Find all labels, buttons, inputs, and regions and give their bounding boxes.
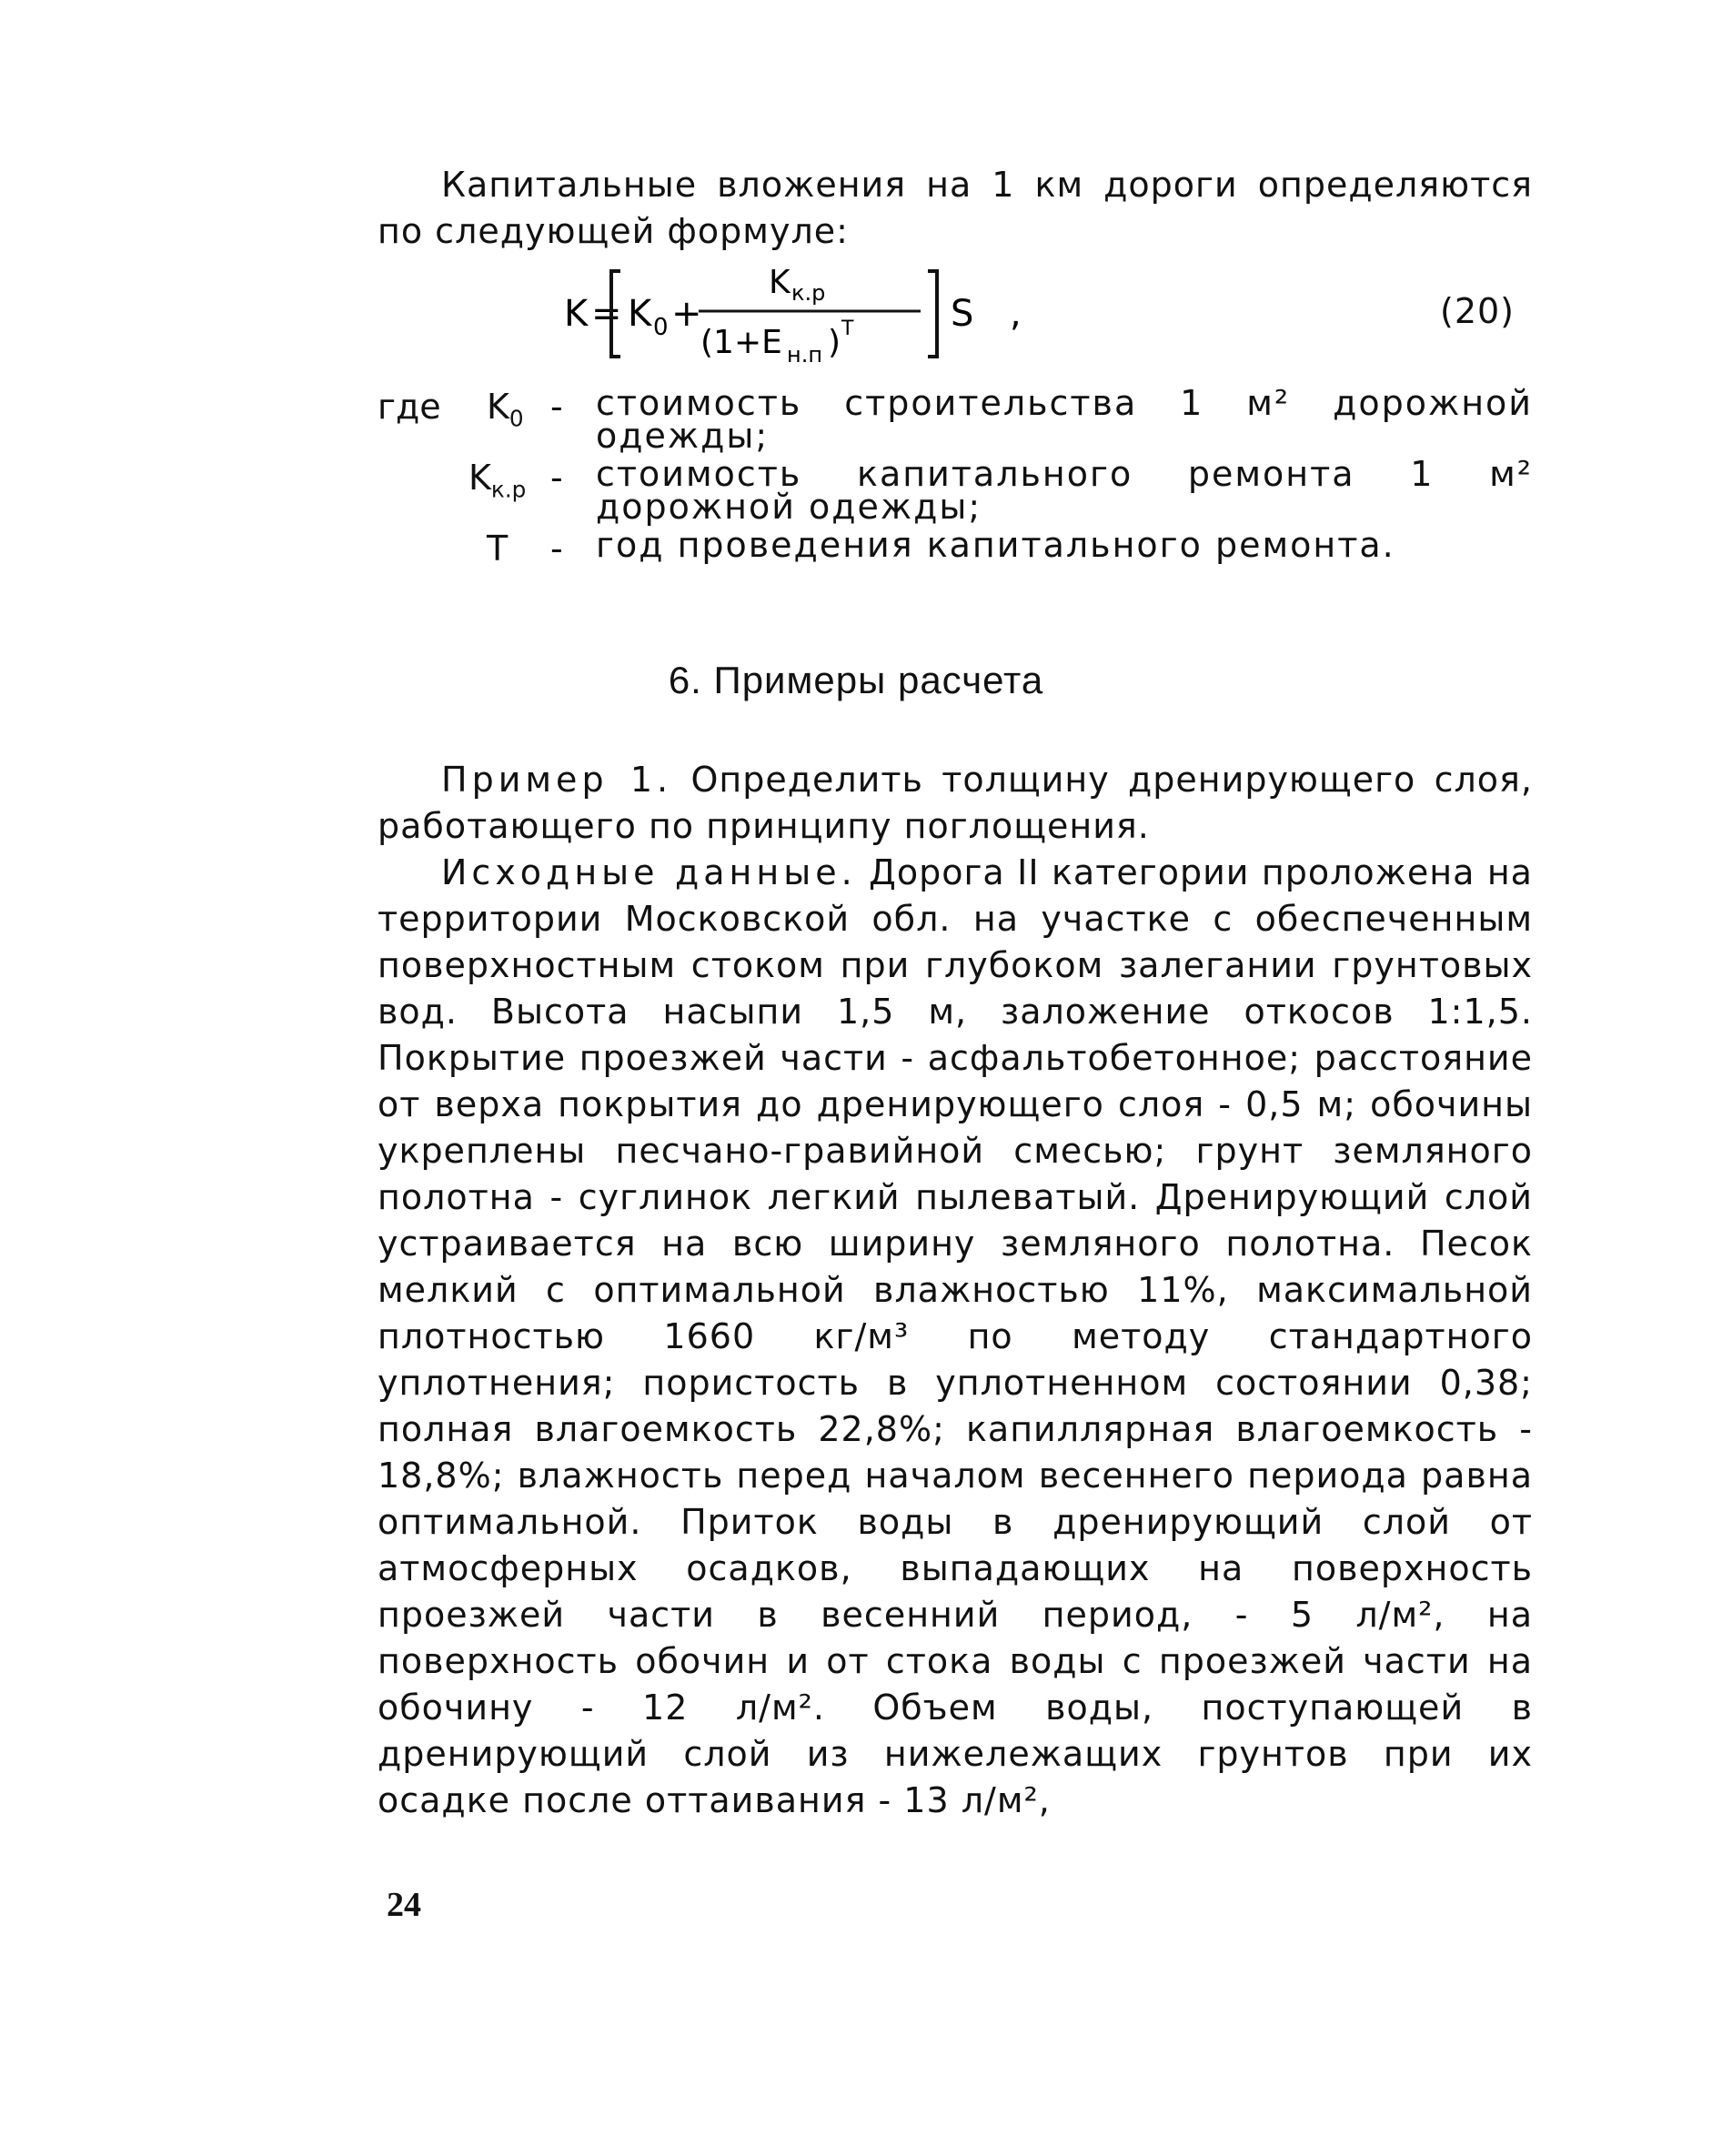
definition-row — [378, 383, 1533, 458]
definition-dash: - — [550, 529, 563, 569]
definition-text: год проведения капитального ремонта. — [596, 525, 1395, 565]
definition-symbol: $K_0$ — [487, 387, 524, 432]
example-label: Пример 1. — [441, 760, 673, 800]
formula-eq: = — [591, 293, 622, 335]
formula-den-close: ) — [828, 324, 841, 361]
page-number: 24 — [387, 1886, 421, 1924]
right-bracket — [928, 271, 937, 357]
formula-20 — [564, 255, 1528, 373]
formula-s: S — [951, 293, 974, 335]
formula-num-sub: к.р — [791, 280, 826, 306]
definition-row — [378, 454, 1533, 529]
definition-row — [378, 525, 1533, 583]
formula-den-exp: T — [841, 317, 854, 340]
where-label: где — [378, 387, 441, 427]
formula-den-open: (1+E — [700, 324, 782, 361]
intro-paragraph: Капитальные вложения на 1 км дороги определяются по следующей формуле: — [378, 165, 1533, 251]
formula-k0: K — [628, 293, 652, 335]
definition-text: стоимость капитального ремонта 1 м² дорожной одежды; — [596, 454, 1533, 527]
formula-plus: + — [671, 293, 702, 335]
formula-lhs: K — [564, 293, 589, 335]
formula-num: K — [769, 264, 791, 301]
formula-expression — [564, 255, 1037, 373]
definition-symbol: $K_{к.р}$ — [468, 458, 527, 503]
example-text: Определить толщину дренирующего слоя, работающего по принципу поглощения. — [378, 760, 1533, 846]
formula-comma: , — [1010, 293, 1022, 335]
definition-dash: - — [550, 458, 563, 498]
formula-den-sub: н.п — [787, 342, 823, 368]
source-data-paragraph — [378, 850, 1533, 1824]
definition-dash: - — [550, 387, 563, 427]
example-paragraph — [378, 757, 1533, 850]
source-data-label: Исходные данные. — [441, 852, 857, 892]
definition-text: стоимость строительства 1 м² дорожной одежды; — [596, 383, 1533, 456]
definition-symbol: T — [487, 529, 509, 569]
section-heading: 6. Примеры расчета — [668, 659, 1044, 701]
formula-number: (20) — [1440, 291, 1516, 331]
source-data-text: Дорога II категории проложена на территории Московской обл. на участке с обеспеченным поверхностным стоком при глубоком залегании грунтовых вод. Высота насыпи 1,5 м, заложение откосов 1:1,5. Покрытие проезжей части - асфальтобетонное; расстояние от верха покрытия до дренирующего слоя - 0,5 м; обочины укреплены песчано-гравийной смесью; грунт земляного полотна - суглинок легкий пылеватый. Дренирующий слой устраивается на всю ширину земляного полотна. Песок мелкий с оптимальной влажностью 11%, максимальной плотностью 1660 кг/м³ по методу стандартного уплотнения; пористость в уплотненном состоянии 0,38; полная влагоемкость 22,8%; капиллярная влагоемкость - 18,8%; влажность перед началом весеннего периода равна оптимальной. Приток воды в дренирующий слой от атмосферных осадков, выпадающих на поверхность проезжей части в весенний период, - 5 л/м², на поверхность обочин и от стока воды с проезжей части на обочину - 12 л/м². Объем воды, поступающей в дренирующий слой из нижележащих грунтов при их осадке после оттаивания - 13 л/м², — [378, 852, 1533, 1820]
formula-k0-sub: 0 — [653, 314, 669, 341]
definitions-list — [378, 383, 1533, 583]
